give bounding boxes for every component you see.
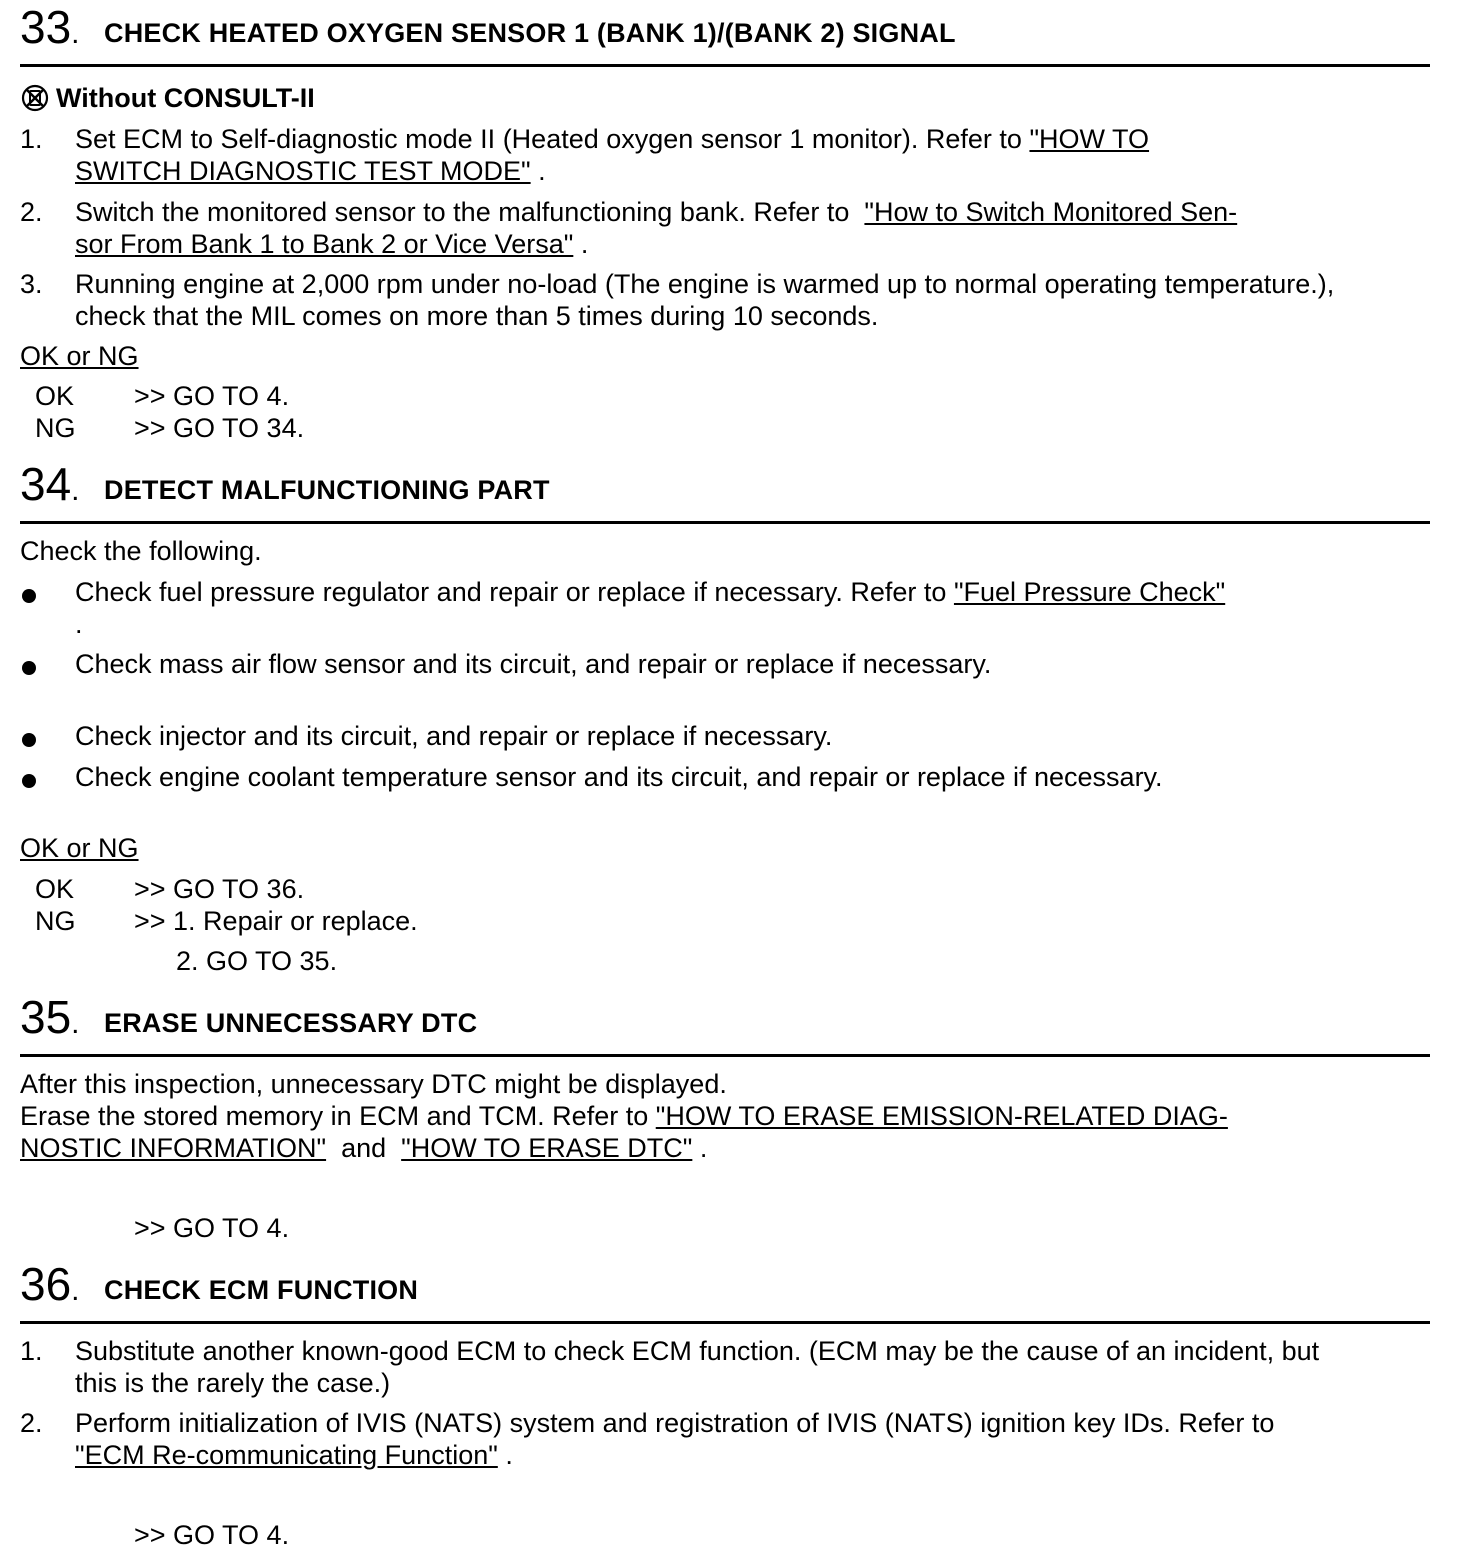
bullet-2-text: Check mass air flow sensor and its circuit, and repair or replace if necessary. (75, 649, 992, 679)
step-number: 33. (20, 1, 80, 53)
ok-or-ng-label: OK or NG (20, 833, 139, 863)
no-consult-icon (20, 83, 50, 113)
check-following-text: Check the following. (20, 536, 262, 566)
section-35-header (20, 990, 1430, 1057)
step-number: 34. (20, 458, 80, 510)
erase-instruction (20, 1100, 1228, 1132)
step-2-num: 2. (20, 1408, 43, 1438)
section-34-header (20, 457, 1430, 524)
section-title: ERASE UNNECESSARY DTC (104, 1008, 478, 1038)
bullet-icon (22, 733, 36, 747)
ok-result: >> GO TO 36. (134, 874, 305, 904)
ng-result: >> GO TO 34. (134, 413, 305, 443)
step-2-tail: . (497, 1440, 513, 1470)
bullet-1-text (75, 576, 1225, 608)
ok-key: OK (35, 874, 75, 904)
erase-instruction-text: Erase the stored memory in ECM and TCM. Refer to (20, 1101, 656, 1131)
erase-dtc-link[interactable]: "HOW TO ERASE DTC" (401, 1133, 693, 1163)
step-2-line-1: Switch the monitored sensor to the malfunctioning bank. Refer to (75, 197, 865, 227)
step-1-line-1: Substitute another known-good ECM to check ECM function. (ECM may be the cause of an incident, but (75, 1336, 1320, 1366)
section-36 (20, 1257, 1430, 1550)
section-35 (20, 990, 1430, 1243)
step-1-text-line-2 (75, 155, 546, 187)
step-1-num: 1. (20, 1336, 43, 1366)
step-1-tail: . (530, 156, 546, 186)
erase-instruction-line-2 (20, 1132, 707, 1164)
ok-or-ng-label: OK or NG (20, 341, 139, 371)
step-3-line-1: Running engine at 2,000 rpm under no-load (The engine is warmed up to normal operating temperature.), (75, 269, 1335, 299)
ng-key: NG (35, 413, 76, 443)
erase-emission-diag-link-cont[interactable]: NOSTIC INFORMATION" (20, 1133, 327, 1163)
step-1-line-1: Set ECM to Self-diagnostic mode II (Heated oxygen sensor 1 monitor). Refer to (75, 124, 1030, 154)
step-2-num: 2. (20, 197, 43, 227)
step-3-num: 3. (20, 269, 43, 299)
and-text: and (326, 1133, 402, 1163)
ng-result: >> 1. Repair or replace. (134, 906, 418, 936)
go-to-result: >> GO TO 4. (134, 1213, 290, 1243)
how-to-switch-link-cont[interactable]: SWITCH DIAGNOSTIC TEST MODE" (75, 156, 531, 186)
bullet-1-line: Check fuel pressure regulator and repair or replace if necessary. Refer to (75, 577, 954, 607)
step-3-line-2: check that the MIL comes on more than 5 times during 10 seconds. (75, 301, 879, 331)
erase-emission-diag-link[interactable]: "HOW TO ERASE EMISSION-RELATED DIAG- (655, 1101, 1228, 1131)
step-1-text (75, 123, 1149, 155)
erase-tail: . (692, 1133, 708, 1163)
step-number: 35. (20, 991, 80, 1043)
switch-monitored-sensor-link[interactable]: "How to Switch Monitored Sen- (864, 197, 1238, 227)
bullet-icon (22, 774, 36, 788)
step-2-text-line-2 (75, 228, 588, 260)
go-to-result: >> GO TO 4. (134, 1520, 290, 1550)
step-2-line-1: Perform initialization of IVIS (NATS) system and registration of IVIS (NATS) ignition key IDs. Refer to (75, 1408, 1275, 1438)
ng-key: NG (35, 906, 76, 936)
step-2-line-2 (75, 1439, 513, 1471)
bullet-3-text: Check injector and its circuit, and repair or replace if necessary. (75, 721, 833, 751)
switch-monitored-sensor-link-cont[interactable]: sor From Bank 1 to Bank 2 or Vice Versa" (75, 229, 574, 259)
fuel-pressure-check-link[interactable]: "Fuel Pressure Check" (953, 577, 1226, 607)
ng-result-step-2: 2. GO TO 35. (176, 946, 338, 976)
step-1-num: 1. (20, 124, 43, 154)
section-33-header (20, 0, 1430, 67)
subhead-text: Without CONSULT-II (56, 83, 315, 113)
step-2-text (75, 196, 1237, 228)
bullet-1-tail: . (75, 609, 83, 639)
without-consult-subhead (20, 82, 315, 114)
ecm-recommunicating-link[interactable]: "ECM Re-communicating Function" (75, 1440, 498, 1470)
ok-key: OK (35, 381, 75, 411)
step-number: 36. (20, 1258, 80, 1310)
inspection-note: After this inspection, unnecessary DTC might be displayed. (20, 1069, 727, 1099)
section-title: DETECT MALFUNCTIONING PART (104, 475, 550, 505)
bullet-icon (22, 661, 36, 675)
section-34 (20, 457, 1430, 976)
section-36-header (20, 1257, 1430, 1324)
how-to-switch-link[interactable]: "HOW TO (1029, 124, 1150, 154)
ok-result: >> GO TO 4. (134, 381, 290, 411)
bullet-4-text: Check engine coolant temperature sensor and its circuit, and repair or replace if necessary. (75, 762, 1163, 792)
step-2-tail: . (573, 229, 589, 259)
section-title: CHECK ECM FUNCTION (104, 1275, 419, 1305)
step-1-line-2: this is the rarely the case.) (75, 1368, 391, 1398)
section-33 (20, 0, 1430, 443)
bullet-icon (22, 589, 36, 603)
section-title: CHECK HEATED OXYGEN SENSOR 1 (BANK 1)/(BANK 2) SIGNAL (104, 18, 956, 48)
